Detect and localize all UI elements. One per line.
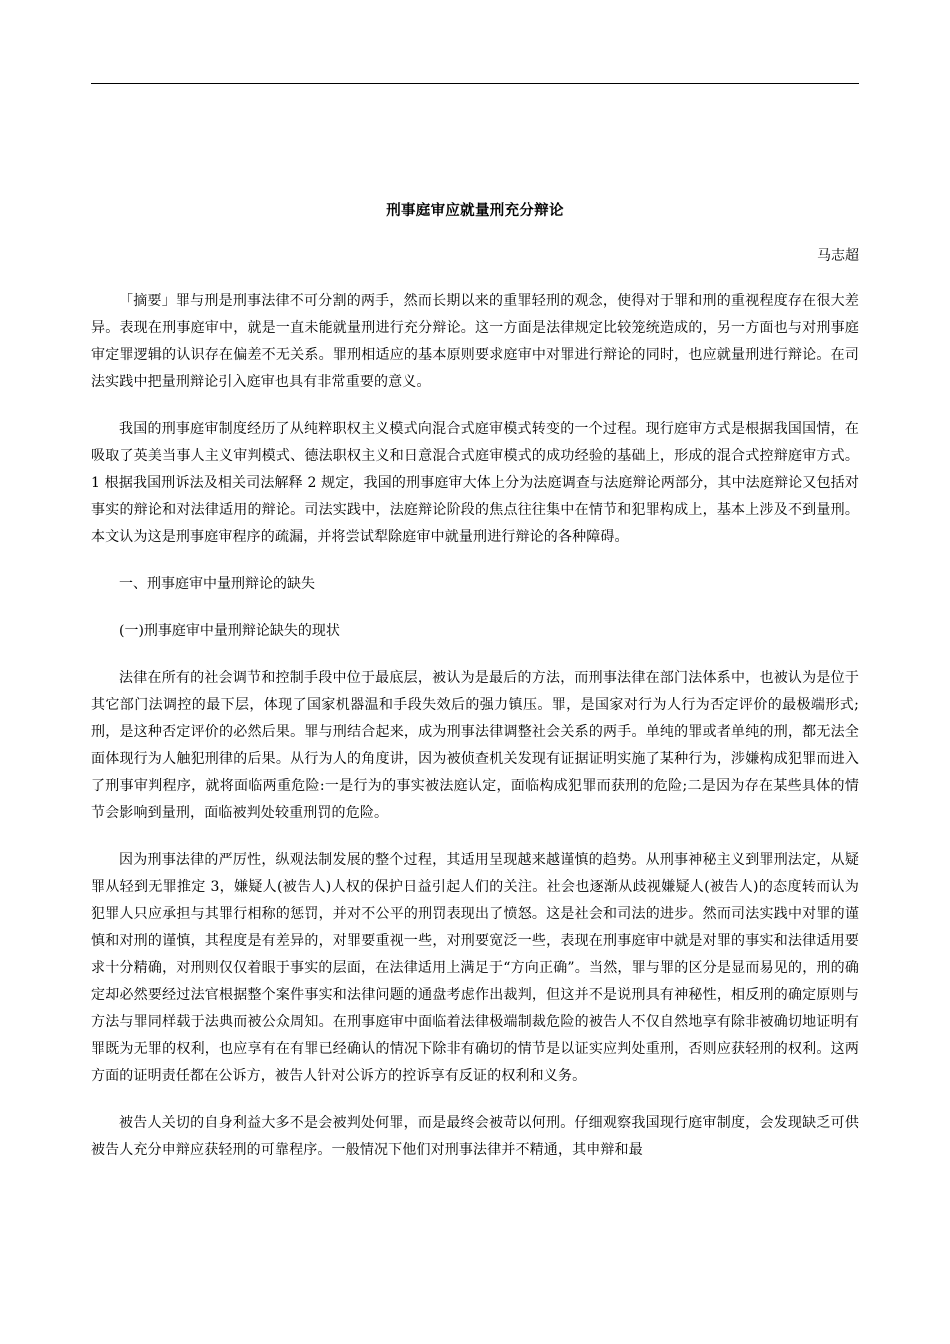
header-rule [91, 83, 859, 84]
document-title: 刑事庭审应就量刑充分辩论 [386, 203, 564, 219]
body-paragraph: 法律在所有的社会调节和控制手段中位于最底层，被认为是最后的方法，而刑事法律在部门法体系中，也被认为是位于其它部门法调控的最下层，体现了国家机器温和手段失效后的强力镇压。罪，是国家对行为人行为否定评价的最极端形式;刑，是这种否定评价的必然后果。罪与刑结合起来，成为刑事法律调整社会关系的两手。单纯的罪或者单纯的刑，都无法全面体现行为人触犯刑律的后果。从行为人的角度讲，因为被侦查机关发现有证据证明实施了某种行为，涉嫌构成犯罪而进入了刑事审判程序，就将面临两重危险:一是行为的事实被法庭认定，面临构成犯罪而获刑的危险;二是因为存在某些具体的情节会影响到量刑，面临被判处较重刑罚的危险。 [91, 670, 859, 821]
body-paragraph: 被告人关切的自身利益大多不是会被判处何罪，而是最终会被苛以何刑。仔细观察我国现行庭审制度，会发现缺乏可供被告人充分申辩应获轻刑的可靠程序。一般情况下他们对刑事法律并不精通，其申辩和最 [91, 1115, 859, 1158]
author-name: 马志超 [817, 248, 859, 264]
abstract-paragraph: 「摘要」罪与刑是刑事法律不可分割的两手，然而长期以来的重罪轻刑的观念，使得对于罪和刑的重视程度存在很大差异。表现在刑事庭审中，就是一直未能就量刑进行充分辩论。这一方面是法律规定比较笼统造成的，另一方面也与对刑事庭审定罪逻辑的认识存在偏差不无关系。罪刑相适应的基本原则要求庭审中对罪进行辩论的同时，也应就量刑进行辩论。在司法实践中把量刑辩论引入庭审也具有非常重要的意义。 [91, 293, 859, 390]
body-paragraph: 我国的刑事庭审制度经历了从纯粹职权主义模式向混合式庭审模式转变的一个过程。现行庭审方式是根据我国国情，在吸取了英美当事人主义审判模式、德法职权主义和日意混合式庭审模式的成功经验的基础上，形成的混合式控辩庭审方式。1 根据我国刑诉法及相关司法解释 2 规定，我国的刑事庭审大体上分为法庭调查与法庭辩论两部分，其中法庭辩论又包括对事实的辩论和对法律适用的辩论。司法实践中，法庭辩论阶段的焦点往往集中在情节和犯罪构成上，基本上涉及不到量刑。本文认为这是刑事庭审程序的疏漏，并将尝试犁除庭审中就量刑进行辩论的各种障碍。 [91, 421, 859, 545]
body-paragraph: 因为刑事法律的严厉性，纵观法制发展的整个过程，其适用呈现越来越谨慎的趋势。从刑事神秘主义到罪刑法定，从疑罪从轻到无罪推定 3，嫌疑人(被告人)人权的保护日益引起人们的关注。社会也逐渐从歧视嫌疑人(被告人)的态度转而认为犯罪人只应承担与其罪行相称的惩罚，并对不公平的刑罚表现出了愤怒。这是社会和司法的进步。然而司法实践中对罪的谨慎和对刑的谨慎，其程度是有差异的，对罪要重视一些，对刑要宽泛一些，表现在刑事庭审中就是对罪的事实和法律适用要求十分精确，对刑则仅仅着眼于事实的层面，在法律适用上满足于“方向正确”。当然，罪与罪的区分是显而易见的，刑的确定却必然要经过法官根据整个案件事实和法律问题的通盘考虑作出裁判，但这并不是说刑具有神秘性，相反刑的确定原则与方法与罪同样载于法典而被公众周知。在刑事庭审中面临着法律极端制裁危险的被告人不仅自然地享有除非被确切地证明有罪既为无罪的权利，也应享有在有罪已经确认的情况下除非有确切的情节是以证实应判处重刑，否则应获轻刑的权利。这两方面的证明责任都在公诉方，被告人针对公诉方的控诉享有反证的权利和义务。 [91, 852, 859, 1084]
section-heading: 一、刑事庭审中量刑辩论的缺失 [119, 576, 315, 592]
subsection-heading: (一)刑事庭审中量刑辩论缺失的现状 [119, 623, 340, 639]
document-body [91, 288, 859, 1184]
